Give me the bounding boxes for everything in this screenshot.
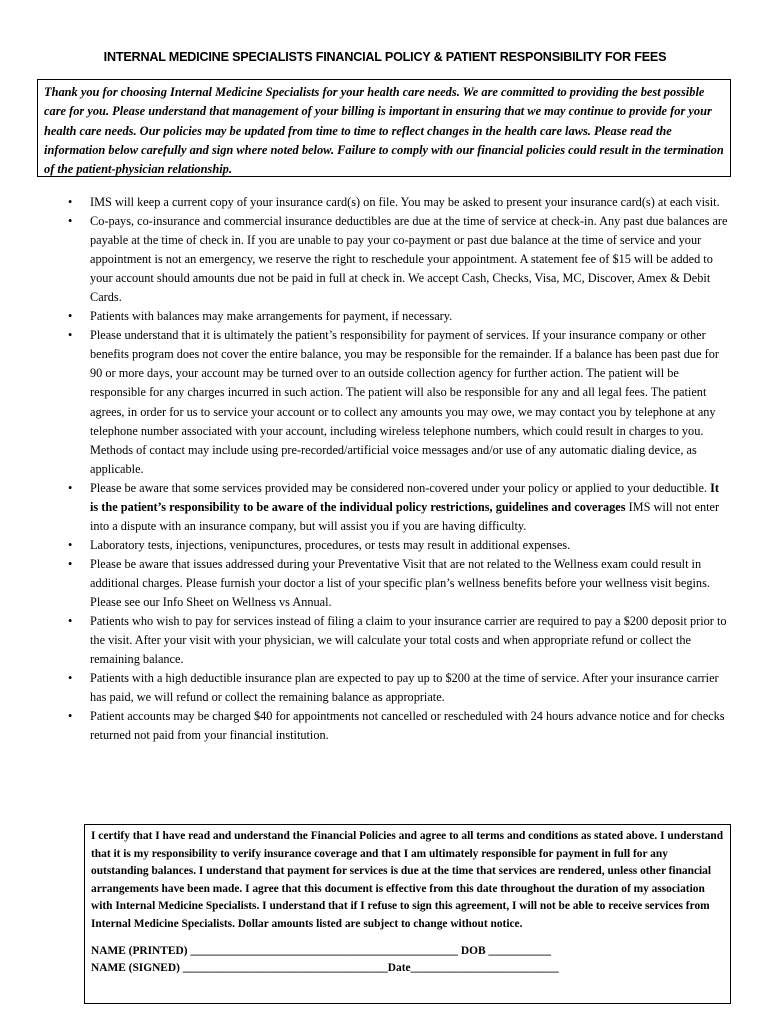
list-item (68, 479, 728, 536)
bullet-icon: • (68, 195, 73, 209)
bullet-text: Patients with balances may make arrangements for payment, if necessary. (90, 309, 453, 324)
bullet-text-lead: Please be aware that some services provided may be considered non-covered under your policy or applied to your deductible. (90, 480, 711, 495)
policy-list (68, 193, 728, 745)
signature-block (91, 943, 724, 978)
intro-box: Thank you for choosing Internal Medicine Specialists for your health care needs. We are committed to providing the best possible care for you. Please understand that management of your billing is important in ensuring that we may continue to provide for your health care needs. Our policies may be updated from time to time to reflect changes in the health care laws. Please read the information below carefully and sign where noted below. Failure to comply with our financial policies could result in the termination of the patient-physician relationship. (37, 79, 731, 177)
bullet-text-tail: IMS will not enter into a dispute with an insurance company, but will assist you if you are having difficulty. (90, 499, 720, 533)
bullet-text: Please be aware that issues addressed during your Preventative Visit that are not related to the Wellness exam could result in additional charges. Please furnish your doctor a list of your specific plan’s wellness benefits before your wellness visit begins. Please see our Info Sheet on Wellness vs Annual. (90, 556, 710, 609)
bullet-icon: • (68, 556, 73, 571)
bullet-text: Please understand that it is ultimately the patient’s responsibility for payment of services. If your insurance company or other benefits program does not cover the entire balance, you may be responsible for the remainder. If a balance has been past due for 90 or more days, your account may be turned over to an outside collection agency for further action. The patient will be responsible for any charges incurred in such action. The patient will also be responsible for any and all legal fees. The patient agrees, in order for us to service your account or to collect any amounts you may owe, we may contact you by telephone at any telephone number associated with your account, including wireless telephone numbers, which could result in charges to you. Methods of contact may include using pre-recorded/artificial voice messages and/or use of any automatic dialing device, as applicable. (90, 328, 719, 476)
list-item (68, 555, 728, 612)
list-item (68, 536, 728, 555)
bullet-text: Patient accounts may be charged $40 for appointments not cancelled or rescheduled with 24 hours advance notice and for checks returned not paid from your financial institution. (90, 709, 725, 743)
bullet-icon: • (68, 614, 73, 629)
bullet-text: Laboratory tests, injections, venipunctures, procedures, or tests may result in additional expenses. (90, 537, 571, 552)
bullet-icon: • (68, 309, 73, 324)
bullet-text: Co-pays, co-insurance and commercial insurance deductibles are due at the time of service at check-in. Any past due balances are payable at the time of check in. If you are unable to pay your co-payment or past due balance at the time of service and your appointment is not an emergency, we reserve the right to reschedule your appointment. A statement fee of $15 will be added to your account should amounts due not be paid in full at check in. We accept Cash, Checks, Visa, MC, Discover, Amex & Debit Cards. (90, 214, 728, 305)
list-item (68, 212, 728, 307)
printed-name-dob-field[interactable]: NAME (PRINTED) _______________________________________________ DOB ___________ (91, 944, 552, 957)
signed-name-date-field[interactable]: NAME (SIGNED) ____________________________________Date__________________________ (91, 962, 559, 975)
bullet-text-emphasis: It is the patient’s responsibility to be aware of the individual policy restrictions, guidelines and coverages (90, 480, 719, 514)
certification-text: I certify that I have read and understand the Financial Policies and agree to all terms and conditions as stated above. I understand that it is my responsibility to verify insurance coverage and that I am ultimately responsible for payment in full for any outstanding balances. I understand that payment for services is due at the time that services are rendered, unless other financial arrangements have been made. I agree that this document is effective from this date throughout the duration of my association with Internal Medicine Specialists. I understand that if I refuse to sign this agreement, I will not be able to receive services from Internal Medicine Specialists. Dollar amounts listed are subject to change without notice. (91, 830, 724, 930)
list-item (68, 307, 728, 326)
list-item (68, 326, 728, 478)
bullet-icon: • (68, 537, 73, 552)
bullet-icon: • (68, 709, 73, 724)
list-item (68, 707, 728, 745)
bullet-icon: • (68, 328, 73, 343)
certification-box (84, 824, 731, 1004)
bullet-text: Patients with a high deductible insurance plan are expected to pay up to $200 at the time of service. After your insurance carrier has paid, we will refund or collect the remaining balance as appropriate. (90, 671, 719, 705)
bullet-icon: • (68, 214, 73, 229)
list-item (68, 669, 728, 707)
bullet-icon: • (68, 671, 73, 686)
bullet-text: IMS will keep a current copy of your insurance card(s) on file. You may be asked to present your insurance card(s) at each visit. (90, 195, 720, 209)
list-item (68, 612, 728, 669)
page-title: INTERNAL MEDICINE SPECIALISTS FINANCIAL POLICY & PATIENT RESPONSIBILITY FOR FEES (103, 50, 667, 64)
bullet-icon: • (68, 480, 73, 495)
bullet-text: Patients who wish to pay for services instead of filing a claim to your insurance carrier are required to pay a $200 deposit prior to the visit. After your visit with your physician, we will calculate your total costs and when appropriate refund or collect the remaining balance. (90, 614, 727, 667)
list-item (68, 193, 728, 212)
